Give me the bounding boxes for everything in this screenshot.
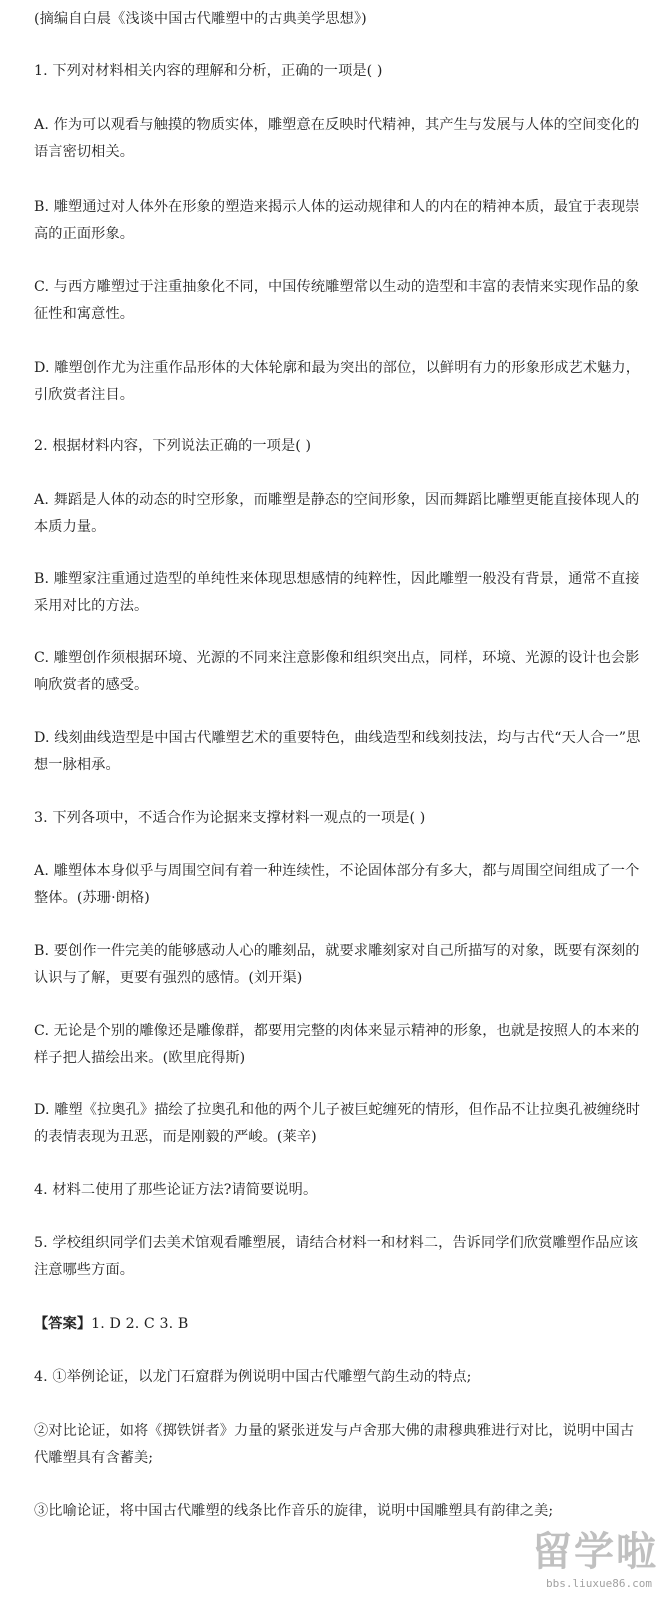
answer-line bbox=[34, 1311, 644, 1338]
question-3-stem: 3. 下列各项中，不适合作为论据来支撑材料一观点的一项是( ) bbox=[34, 810, 426, 826]
question-4: 4. 材料二使用了那些论证方法?请简要说明。 bbox=[34, 1182, 318, 1198]
answer-label: 【答案】 bbox=[34, 1316, 92, 1332]
question-2-stem: 2. 根据材料内容，下列说法正确的一项是( ) bbox=[34, 438, 312, 454]
question-3-option-c: C. 无论是个别的雕像还是雕像群，都要用完整的肉体来显示精神的形象，也就是按照人的本来的样子把人描绘出来。(欧里庇得斯) bbox=[34, 1023, 640, 1066]
watermark-logo-text: 留学啦 bbox=[532, 1529, 658, 1575]
question-3-option-b: B. 要创作一件完美的能够感动人心的雕刻品，就要求雕刻家对自己所描写的对象，既要有深刻的认识与了解，更要有强烈的感情。(刘开渠) bbox=[34, 943, 640, 986]
question-2-option-c: C. 雕塑创作须根据环境、光源的不同来注意影像和组织突出点，同样，环境、光源的设计也会影响欣赏者的感受。 bbox=[34, 650, 640, 693]
answer-4-part-2: ②对比论证，如将《掷铁饼者》力量的紧张迸发与卢舍那大佛的肃穆典雅进行对比，说明中国古代雕塑具有含蓄美; bbox=[34, 1423, 635, 1466]
question-2-option-b: B. 雕塑家注重通过造型的单纯性来体现思想感情的纯粹性，因此雕塑一般没有背景，通常不直接采用对比的方法。 bbox=[34, 571, 640, 614]
answer-4-part-1: 4. ①举例论证，以龙门石窟群为例说明中国古代雕塑气韵生动的特点; bbox=[34, 1369, 472, 1385]
question-2-option-d: D. 线刻曲线造型是中国古代雕塑艺术的重要特色，曲线造型和线刻技法，均与古代“天人合一”思想一脉相承。 bbox=[34, 730, 641, 773]
question-3-option-a: A. 雕塑体本身似乎与周围空间有着一种连续性，不论固体部分有多大，都与周围空间组成了一个整体。(苏珊·朗格) bbox=[34, 863, 640, 906]
question-1-option-b: B. 雕塑通过对人体外在形象的塑造来揭示人体的运动规律和人的内在的精神本质，最宜于表现崇高的正面形象。 bbox=[34, 199, 640, 242]
question-2-option-a: A. 舞蹈是人体的动态的时空形象，而雕塑是静态的空间形象，因而舞蹈比雕塑更能直接体现人的本质力量。 bbox=[34, 492, 640, 535]
source-citation: (摘编自白晨《浅谈中国古代雕塑中的古典美学思想》) bbox=[34, 11, 367, 27]
question-1-stem: 1. 下列对材料相关内容的理解和分析，正确的一项是( ) bbox=[34, 63, 383, 79]
question-1-option-c: C. 与西方雕塑过于注重抽象化不同，中国传统雕塑常以生动的造型和丰富的表情来实现作品的象征性和寓意性。 bbox=[34, 279, 640, 322]
question-1-option-a: A. 作为可以观看与触摸的物质实体，雕塑意在反映时代精神，其产生与发展与人体的空间变化的语言密切相关。 bbox=[34, 117, 640, 160]
question-1-option-d: D. 雕塑创作尤为注重作品形体的大体轮廓和最为突出的部位，以鲜明有力的形象形成艺术魅力，引欣赏者注目。 bbox=[34, 360, 640, 403]
answer-4-part-3: ③比喻论证，将中国古代雕塑的线条比作音乐的旋律，说明中国雕塑具有韵律之美; bbox=[34, 1503, 554, 1519]
question-3-option-d: D. 雕塑《拉奥孔》描绘了拉奥孔和他的两个儿子被巨蛇缠死的情形，但作品不让拉奥孔被缠绕时的表情表现为丑恶，而是刚毅的严峻。(莱辛) bbox=[34, 1102, 640, 1145]
answer-choices: 1. D 2. C 3. B bbox=[91, 1316, 189, 1332]
watermark-url: bbs.liuxue86.com bbox=[546, 1577, 652, 1590]
site-watermark bbox=[508, 1520, 658, 1590]
question-5: 5. 学校组织同学们去美术馆观看雕塑展，请结合材料一和材料二，告诉同学们欣赏雕塑作品应该注意哪些方面。 bbox=[34, 1235, 639, 1278]
